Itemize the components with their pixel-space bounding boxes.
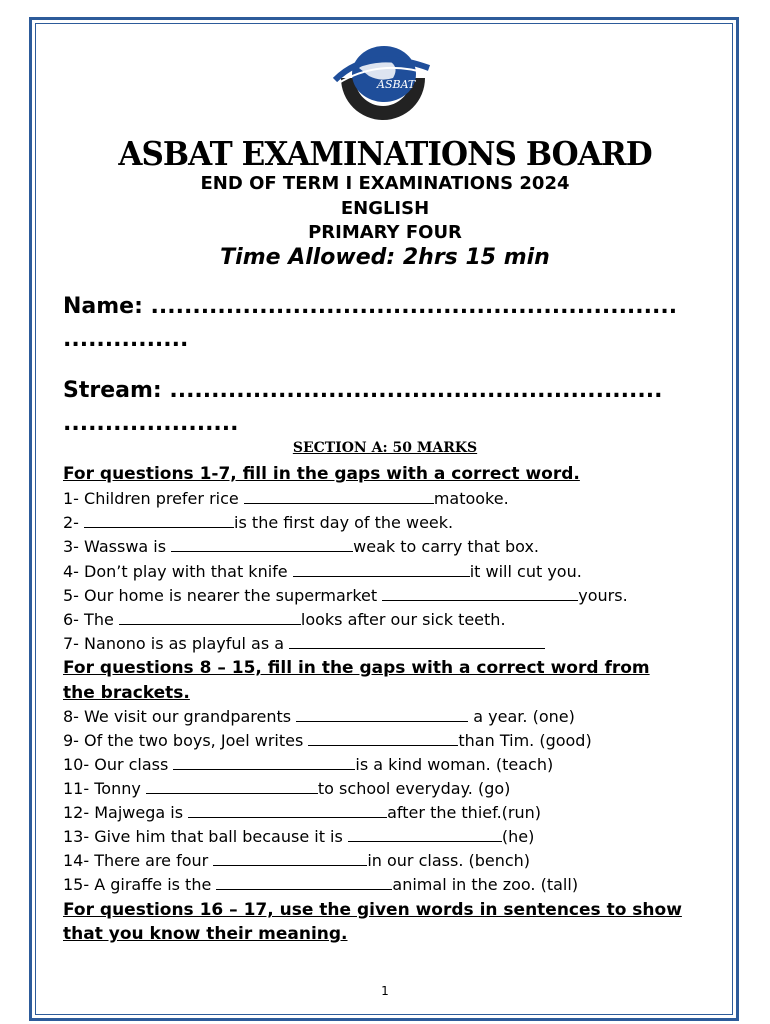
answer-blank[interactable] xyxy=(308,731,458,746)
time-allowed: Time Allowed: 2hrs 15 min xyxy=(220,245,550,270)
answer-blank[interactable] xyxy=(244,489,434,504)
instruction-2-continued: the brackets. xyxy=(63,683,190,703)
question-8: 8- We visit our grandparents a year. (one) xyxy=(63,707,575,726)
stream-field-continued: ..................... xyxy=(63,411,239,436)
question-13: 13- Give him that ball because it is (he) xyxy=(63,827,535,846)
question-7: 7- Nanono is as playful as a xyxy=(63,634,545,653)
answer-blank[interactable] xyxy=(293,562,470,577)
instruction-2: For questions 8 – 15, fill in the gaps with a correct word from xyxy=(63,658,650,678)
subject-title: ENGLISH xyxy=(340,198,430,219)
answer-blank[interactable] xyxy=(213,851,367,866)
answer-blank[interactable] xyxy=(289,634,545,649)
asbat-logo xyxy=(329,38,437,132)
class-title: PRIMARY FOUR xyxy=(308,222,462,243)
answer-blank[interactable] xyxy=(382,586,578,601)
answer-blank[interactable] xyxy=(173,755,355,770)
answer-blank[interactable] xyxy=(188,803,387,818)
page-number: 1 xyxy=(381,984,389,998)
name-field-continued: ............... xyxy=(63,327,189,352)
question-4: 4- Don’t play with that knife it will cut you. xyxy=(63,562,582,581)
board-title: ASBAT EXAMINATIONS BOARD xyxy=(118,134,652,173)
answer-blank[interactable] xyxy=(119,610,301,625)
question-11: 11- Tonny to school everyday. (go) xyxy=(63,779,511,798)
answer-blank[interactable] xyxy=(348,827,502,842)
answer-blank[interactable] xyxy=(296,707,468,722)
section-heading: SECTION A: 50 MARKS xyxy=(292,440,478,456)
question-10: 10- Our class is a kind woman. (teach) xyxy=(63,755,554,774)
stream-field[interactable]: Stream: ........................................................... xyxy=(63,378,663,403)
question-3: 3- Wasswa is weak to carry that box. xyxy=(63,537,540,556)
answer-blank[interactable] xyxy=(146,779,318,794)
question-9: 9- Of the two boys, Joel writes than Tim. (good) xyxy=(63,731,592,750)
name-field[interactable]: Name: ............................................................... xyxy=(63,294,678,319)
answer-blank[interactable] xyxy=(84,513,234,528)
question-1: 1- Children prefer rice matooke. xyxy=(63,489,509,508)
svg-text:ASBAT: ASBAT xyxy=(377,78,416,91)
question-6: 6- The looks after our sick teeth. xyxy=(63,610,506,629)
question-15: 15- A giraffe is the animal in the zoo. (tall) xyxy=(63,875,579,894)
question-5: 5- Our home is nearer the supermarket yours. xyxy=(63,586,628,605)
answer-blank[interactable] xyxy=(171,537,353,552)
question-14: 14- There are four in our class. (bench) xyxy=(63,851,531,870)
instruction-3: For questions 16 – 17, use the given words in sentences to show xyxy=(63,900,682,920)
question-2: 2- is the first day of the week. xyxy=(63,513,454,532)
instruction-1: For questions 1-7, fill in the gaps with a correct word. xyxy=(63,464,580,484)
instruction-3-continued: that you know their meaning. xyxy=(63,924,348,944)
exam-title: END OF TERM I EXAMINATIONS 2024 xyxy=(200,173,570,194)
answer-blank[interactable] xyxy=(216,875,392,890)
question-12: 12- Majwega is after the thief.(run) xyxy=(63,803,542,822)
